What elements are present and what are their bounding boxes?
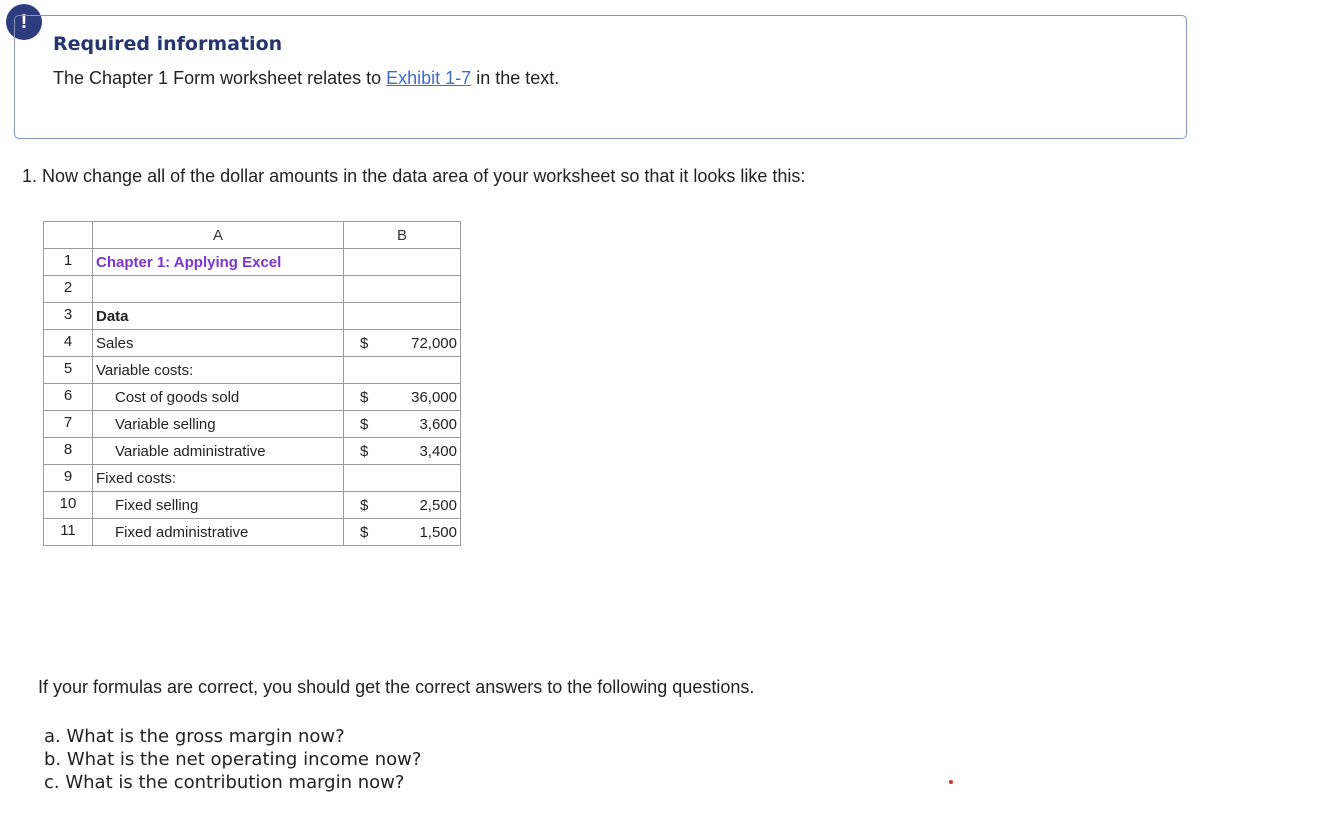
exhibit-link[interactable]: Exhibit 1-7 bbox=[386, 68, 472, 88]
amount: 1,500 bbox=[419, 524, 457, 541]
row-number: 2 bbox=[44, 276, 93, 303]
table-row bbox=[44, 357, 461, 384]
cell-b bbox=[344, 384, 461, 411]
cell-a: Sales bbox=[93, 330, 344, 357]
cell-a: Data bbox=[93, 303, 344, 330]
amount: 3,400 bbox=[419, 443, 457, 460]
row-number: 11 bbox=[44, 519, 93, 546]
currency-symbol: $ bbox=[360, 497, 369, 514]
cell-a: Variable selling bbox=[93, 411, 344, 438]
table-row bbox=[44, 519, 461, 546]
red-dot-marker bbox=[949, 780, 953, 784]
alert-icon: ! bbox=[6, 4, 42, 40]
amount: 36,000 bbox=[411, 389, 457, 406]
cell-a bbox=[93, 276, 344, 303]
table-row bbox=[44, 438, 461, 465]
table-row bbox=[44, 384, 461, 411]
currency-symbol: $ bbox=[360, 443, 369, 460]
currency-symbol: $ bbox=[360, 335, 369, 352]
cell-b bbox=[344, 357, 461, 384]
row-number: 9 bbox=[44, 465, 93, 492]
column-header-row bbox=[44, 222, 461, 249]
cell-a: Cost of goods sold bbox=[93, 384, 344, 411]
table-row bbox=[44, 465, 461, 492]
row-number: 6 bbox=[44, 384, 93, 411]
cell-a: Variable costs: bbox=[93, 357, 344, 384]
row-number: 5 bbox=[44, 357, 93, 384]
cell-b bbox=[344, 465, 461, 492]
info-text bbox=[53, 68, 559, 89]
corner-cell bbox=[44, 222, 93, 249]
cell-b bbox=[344, 519, 461, 546]
column-header-a: A bbox=[93, 222, 344, 249]
cell-a: Chapter 1: Applying Excel bbox=[93, 249, 344, 276]
worksheet-table bbox=[43, 221, 461, 546]
table-row bbox=[44, 330, 461, 357]
row-number: 8 bbox=[44, 438, 93, 465]
cell-a: Fixed costs: bbox=[93, 465, 344, 492]
row-number: 10 bbox=[44, 492, 93, 519]
row-number: 7 bbox=[44, 411, 93, 438]
cell-b bbox=[344, 438, 461, 465]
info-title: Required information bbox=[53, 33, 283, 55]
question-c: c. What is the contribution margin now? bbox=[44, 772, 405, 793]
info-text-before: The Chapter 1 Form worksheet relates to bbox=[53, 68, 387, 88]
cell-a: Fixed selling bbox=[93, 492, 344, 519]
amount: 72,000 bbox=[411, 335, 457, 352]
info-text-after: in the text. bbox=[471, 68, 560, 88]
question-b: b. What is the net operating income now? bbox=[44, 749, 422, 770]
cell-b bbox=[344, 411, 461, 438]
amount: 3,600 bbox=[419, 416, 457, 433]
row-number: 3 bbox=[44, 303, 93, 330]
table-row bbox=[44, 276, 461, 303]
question-intro: 1. Now change all of the dollar amounts in the data area of your worksheet so that it looks like this: bbox=[22, 166, 806, 186]
table-row bbox=[44, 411, 461, 438]
amount: 2,500 bbox=[419, 497, 457, 514]
cell-b bbox=[344, 492, 461, 519]
currency-symbol: $ bbox=[360, 416, 369, 433]
row-number: 1 bbox=[44, 249, 93, 276]
table-row bbox=[44, 492, 461, 519]
cell-a: Fixed administrative bbox=[93, 519, 344, 546]
table-row bbox=[44, 249, 461, 276]
cell-a: Variable administrative bbox=[93, 438, 344, 465]
question-a: a. What is the gross margin now? bbox=[44, 726, 345, 747]
currency-symbol: $ bbox=[360, 524, 369, 541]
cell-b bbox=[344, 330, 461, 357]
question-list bbox=[44, 725, 421, 794]
cell-b bbox=[344, 249, 461, 276]
table-row bbox=[44, 303, 461, 330]
followup-text: If your formulas are correct, you should get the correct answers to the following questions. bbox=[38, 677, 755, 697]
cell-b bbox=[344, 303, 461, 330]
currency-symbol: $ bbox=[360, 389, 369, 406]
column-header-b: B bbox=[344, 222, 461, 249]
row-number: 4 bbox=[44, 330, 93, 357]
cell-b bbox=[344, 276, 461, 303]
